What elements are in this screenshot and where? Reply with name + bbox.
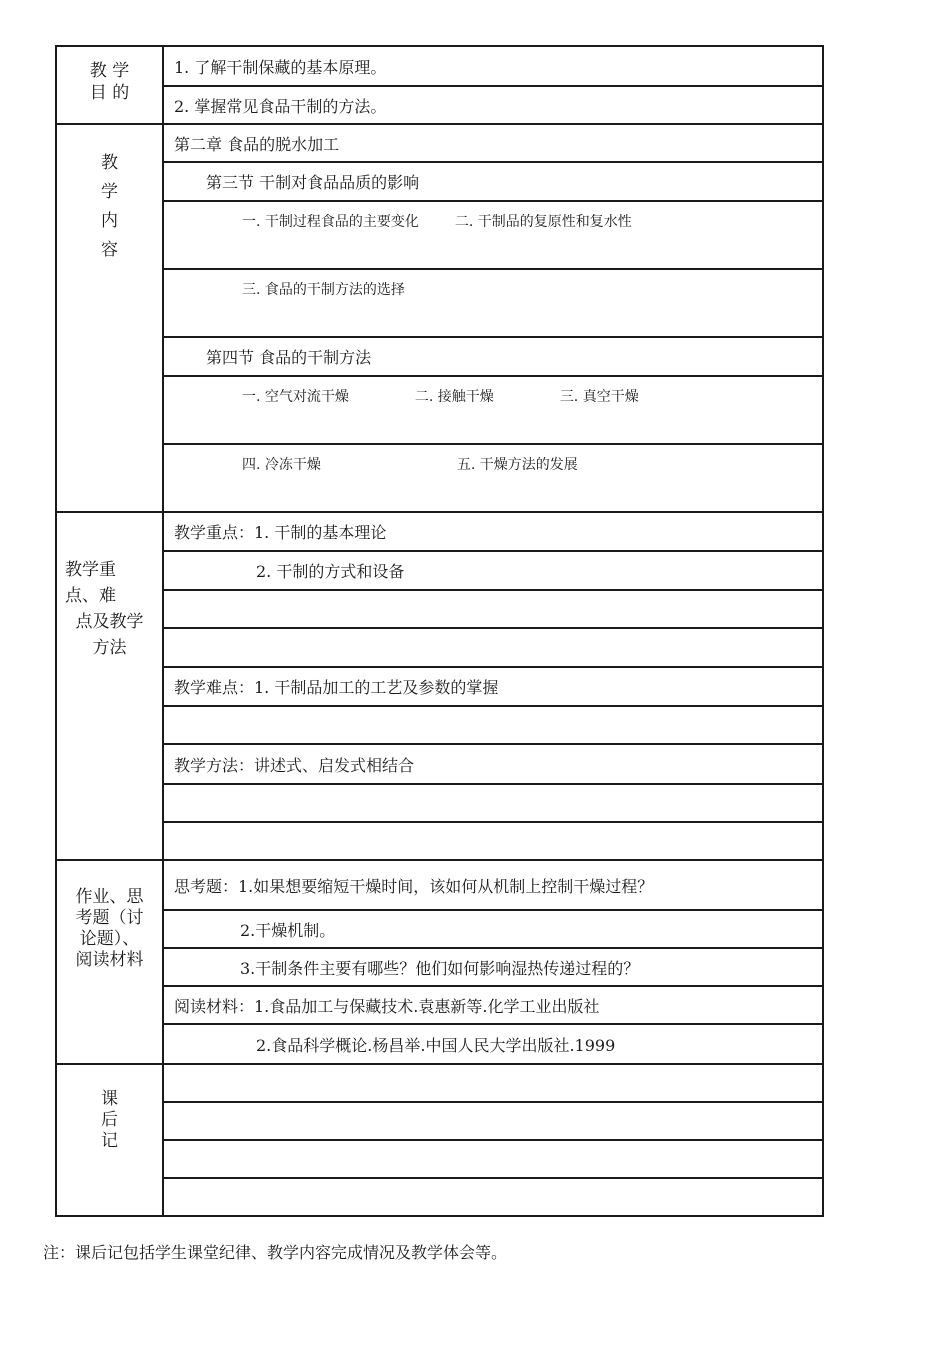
section3-items xyxy=(163,201,823,269)
blank-line xyxy=(163,1140,823,1178)
focus-row-6 xyxy=(56,706,823,744)
focus-label: 教学重 点、难 点及教学 方法 xyxy=(56,512,163,860)
s3-item-3: 三. 食品的干制方法的选择 xyxy=(163,269,823,337)
blank-line xyxy=(163,590,823,628)
s3-item-1: 一. 干制过程食品的主要变化 xyxy=(242,214,419,230)
content-row-section3 xyxy=(56,162,823,201)
notes-row-1 xyxy=(56,1064,823,1102)
homework-label: 作业、思 考题（讨 论题）、 阅读材料 xyxy=(56,860,163,1064)
content-row-s4-items-b xyxy=(56,444,823,512)
content-row-section4 xyxy=(56,337,823,376)
question-1: 思考题：1.如果想要缩短干燥时间，该如何从机制上控制干燥过程？ xyxy=(163,860,823,910)
focus-row-7 xyxy=(56,744,823,784)
focus-row-1 xyxy=(56,512,823,551)
s4-item-4: 四. 冷冻干燥 xyxy=(242,457,321,473)
homework-row-4 xyxy=(56,986,823,1024)
blank-line xyxy=(163,1064,823,1102)
homework-row-5 xyxy=(56,1024,823,1064)
question-2: 2.干燥机制。 xyxy=(163,910,823,948)
content-row-s3-items xyxy=(56,201,823,269)
lesson-plan-table xyxy=(55,45,824,1217)
s4-item-5: 五. 干燥方法的发展 xyxy=(456,457,578,473)
section4-items-a xyxy=(163,376,823,444)
homework-row-2 xyxy=(56,910,823,948)
notes-row-4 xyxy=(56,1178,823,1216)
objective-1: 1. 了解干制保藏的基本原理。 xyxy=(163,46,823,86)
homework-row-3 xyxy=(56,948,823,986)
objective-2: 2. 掌握常见食品干制的方法。 xyxy=(163,86,823,124)
objectives-row-2 xyxy=(56,86,823,124)
s4-item-2: 二. 接触干燥 xyxy=(414,389,494,405)
focus-row-4 xyxy=(56,628,823,667)
notes-label: 课 后 记 xyxy=(56,1064,163,1216)
focus-row-3 xyxy=(56,590,823,628)
section4-items-b xyxy=(163,444,823,512)
content-row-chapter xyxy=(56,124,823,162)
key-points-2: 2. 干制的方式和设备 xyxy=(163,551,823,590)
content-row-s4-items xyxy=(56,376,823,444)
footer-note: 注：课后记包括学生课堂纪律、教学内容完成情况及教学体会等。 xyxy=(43,1243,508,1262)
reading-2: 2.食品科学概论.杨昌举.中国人民大学出版社.1999 xyxy=(163,1024,823,1064)
section3-title: 第三节 干制对食品品质的影响 xyxy=(163,162,823,201)
focus-row-2 xyxy=(56,551,823,590)
objectives-label: 教 学 目 的 xyxy=(56,46,163,124)
blank-line xyxy=(163,784,823,822)
notes-row-2 xyxy=(56,1102,823,1140)
key-points-1: 教学重点：1. 干制的基本理论 xyxy=(163,512,823,551)
blank-line xyxy=(163,1178,823,1216)
difficulty: 教学难点：1. 干制品加工的工艺及参数的掌握 xyxy=(163,667,823,706)
s3-item-2: 二. 干制品的复原性和复水性 xyxy=(454,214,632,230)
blank-line xyxy=(163,822,823,860)
chapter-title: 第二章 食品的脱水加工 xyxy=(163,124,823,162)
focus-row-8 xyxy=(56,784,823,822)
content-row-s3-item3 xyxy=(56,269,823,337)
objectives-row-1 xyxy=(56,46,823,86)
reading-1: 阅读材料：1.食品加工与保藏技术.袁惠新等.化学工业出版社 xyxy=(163,986,823,1024)
focus-row-9 xyxy=(56,822,823,860)
method: 教学方法：讲述式、启发式相结合 xyxy=(163,744,823,784)
notes-row-3 xyxy=(56,1140,823,1178)
blank-line xyxy=(163,706,823,744)
blank-line xyxy=(163,628,823,667)
section4-title: 第四节 食品的干制方法 xyxy=(163,337,823,376)
content-label: 教 学 内 容 xyxy=(56,124,163,512)
focus-row-5 xyxy=(56,667,823,706)
homework-row-1 xyxy=(56,860,823,910)
blank-line xyxy=(163,1102,823,1140)
s4-item-3: 三. 真空干燥 xyxy=(559,389,639,405)
question-3: 3.干制条件主要有哪些？他们如何影响湿热传递过程的？ xyxy=(163,948,823,986)
s4-item-1: 一. 空气对流干燥 xyxy=(242,389,349,405)
